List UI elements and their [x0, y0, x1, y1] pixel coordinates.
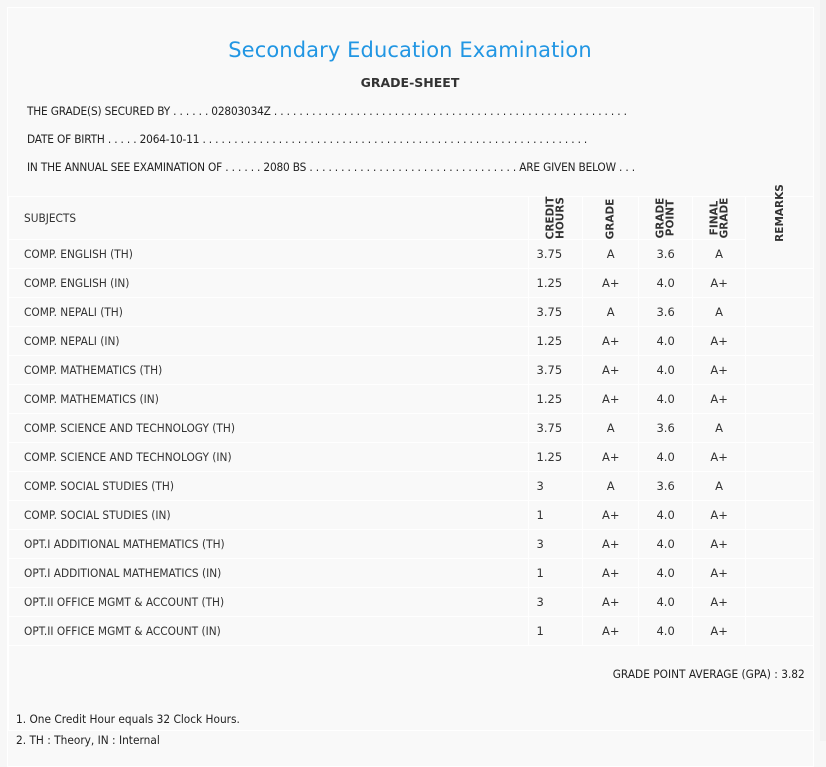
final-grade-cell: A+: [692, 530, 745, 559]
header-credit-hours: [528, 197, 583, 240]
subject-cell: OPT.II OFFICE MGMT & ACCOUNT (TH): [9, 588, 529, 617]
table-row: [9, 269, 814, 298]
table-row: [9, 443, 814, 472]
remarks-cell: [746, 269, 814, 298]
subject-cell: COMP. SOCIAL STUDIES (TH): [9, 472, 529, 501]
table-row: [9, 356, 814, 385]
remarks-cell: [746, 617, 814, 646]
final-grade-cell: A+: [692, 356, 745, 385]
grade-cell: A+: [583, 443, 639, 472]
remarks-cell: [746, 530, 814, 559]
grade-cell: A: [583, 240, 639, 269]
remarks-cell: [746, 356, 814, 385]
grade-point-cell: 4.0: [639, 501, 692, 530]
grade-point-cell: 3.6: [639, 298, 692, 327]
credit-hours-cell: 1: [528, 617, 583, 646]
header-grade-point-label: GRADE POINT: [654, 197, 677, 238]
subject-cell: COMP. NEPALI (TH): [9, 298, 529, 327]
credit-hours-cell: 1.25: [528, 269, 583, 298]
table-row: [9, 240, 814, 269]
credit-hours-cell: 3.75: [528, 414, 583, 443]
credit-hours-cell: 1.25: [528, 385, 583, 414]
final-grade-cell: A: [692, 298, 745, 327]
grade-cell: A+: [583, 530, 639, 559]
examination-line: IN THE ANNUAL SEE EXAMINATION OF . . . . . . 2080 BS . . . . . . . . . . . . . . . . . . . . . . . . . . . . . . . . . ARE GIVEN BELOW . . .: [27, 160, 635, 174]
table-row: [9, 298, 814, 327]
final-grade-cell: A+: [692, 269, 745, 298]
table-header-row: [9, 197, 814, 240]
grade-cell: A: [583, 298, 639, 327]
header-credit-hours-label: CREDIT HOURS: [544, 196, 567, 239]
grade-point-cell: 4.0: [639, 327, 692, 356]
final-grade-cell: A+: [692, 501, 745, 530]
remarks-cell: [746, 327, 814, 356]
grade-point-cell: 4.0: [639, 269, 692, 298]
scrollbar-track[interactable]: [820, 0, 826, 741]
note-credit-hour: 1. One Credit Hour equals 32 Clock Hours.: [16, 712, 240, 726]
remarks-cell: [746, 298, 814, 327]
remarks-cell: [746, 385, 814, 414]
grade-point-cell: 4.0: [639, 356, 692, 385]
final-grade-cell: A+: [692, 617, 745, 646]
grade-cell: A+: [583, 501, 639, 530]
subject-cell: COMP. MATHEMATICS (IN): [9, 385, 529, 414]
table-row: [9, 617, 814, 646]
final-grade-cell: A: [692, 472, 745, 501]
date-of-birth-line: DATE OF BIRTH . . . . . 2064-10-11 . . . . . . . . . . . . . . . . . . . . . . . . . . . . . . . . . . . . . . . . . . . . . . . . . . . . . . . . . . . . .: [27, 132, 588, 146]
header-final-grade: [692, 197, 745, 240]
final-grade-cell: A+: [692, 588, 745, 617]
grade-point-cell: 4.0: [639, 617, 692, 646]
grades-table: [8, 184, 814, 731]
table-row: [9, 327, 814, 356]
header-grade-point: [639, 197, 692, 240]
table-row: [9, 559, 814, 588]
remarks-cell: [746, 240, 814, 269]
subject-cell: COMP. ENGLISH (IN): [9, 269, 529, 298]
credit-hours-cell: 3.75: [528, 298, 583, 327]
subject-cell: OPT.I ADDITIONAL MATHEMATICS (IN): [9, 559, 529, 588]
subject-cell: COMP. MATHEMATICS (TH): [9, 356, 529, 385]
grade-point-cell: 4.0: [639, 559, 692, 588]
note-abbreviations: 2. TH : Theory, IN : Internal: [16, 733, 160, 747]
credit-hours-cell: 1: [528, 501, 583, 530]
header-grade: GRADE: [583, 197, 639, 240]
grade-cell: A+: [583, 327, 639, 356]
final-grade-cell: A+: [692, 327, 745, 356]
final-grade-cell: A+: [692, 559, 745, 588]
grade-cell: A: [583, 414, 639, 443]
credit-hours-cell: 3: [528, 588, 583, 617]
grade-sheet-heading: GRADE-SHEET: [360, 75, 460, 90]
header-remarks: REMARKS: [746, 197, 814, 240]
credit-hours-cell: 1.25: [528, 443, 583, 472]
subject-cell: COMP. SCIENCE AND TECHNOLOGY (TH): [9, 414, 529, 443]
remarks-cell: [746, 443, 814, 472]
grade-point-cell: 4.0: [639, 443, 692, 472]
remarks-cell: [746, 414, 814, 443]
credit-hours-cell: 1.25: [528, 327, 583, 356]
gpa-value: GRADE POINT AVERAGE (GPA) : 3.82: [612, 667, 805, 681]
secured-by-line: THE GRADE(S) SECURED BY . . . . . . 02803034Z . . . . . . . . . . . . . . . . . . . . . . . . . . . . . . . . . . . . . . . . . . . . . . . . . . . . . . . .: [27, 104, 627, 118]
grade-cell: A+: [583, 385, 639, 414]
table-row: [9, 530, 814, 559]
grade-point-cell: 3.6: [639, 414, 692, 443]
final-grade-cell: A+: [692, 443, 745, 472]
subject-cell: COMP. SOCIAL STUDIES (IN): [9, 501, 529, 530]
grade-cell: A+: [583, 559, 639, 588]
grade-cell: A+: [583, 588, 639, 617]
credit-hours-cell: 3: [528, 472, 583, 501]
grade-cell: A+: [583, 356, 639, 385]
final-grade-cell: A: [692, 414, 745, 443]
remarks-cell: [746, 472, 814, 501]
remarks-cell: [746, 501, 814, 530]
page-title: Secondary Education Examination: [228, 38, 592, 62]
credit-hours-cell: 3.75: [528, 356, 583, 385]
grade-point-cell: 4.0: [639, 530, 692, 559]
credit-hours-cell: 3.75: [528, 240, 583, 269]
subject-cell: COMP. NEPALI (IN): [9, 327, 529, 356]
header-final-grade-label: FINAL GRADE: [708, 197, 731, 238]
final-grade-cell: A: [692, 240, 745, 269]
final-grade-cell: A+: [692, 385, 745, 414]
subject-cell: OPT.I ADDITIONAL MATHEMATICS (TH): [9, 530, 529, 559]
table-row: [9, 501, 814, 530]
grade-cell: A+: [583, 617, 639, 646]
subject-cell: COMP. SCIENCE AND TECHNOLOGY (IN): [9, 443, 529, 472]
credit-hours-cell: 3: [528, 530, 583, 559]
header-subjects: SUBJECTS: [9, 197, 529, 240]
subject-cell: COMP. ENGLISH (TH): [9, 240, 529, 269]
remarks-cell: [746, 559, 814, 588]
grade-point-cell: 4.0: [639, 385, 692, 414]
grade-cell: A: [583, 472, 639, 501]
grade-point-cell: 3.6: [639, 240, 692, 269]
table-row: [9, 414, 814, 443]
table-row: [9, 472, 814, 501]
table-row: [9, 385, 814, 414]
subject-cell: OPT.II OFFICE MGMT & ACCOUNT (IN): [9, 617, 529, 646]
remarks-cell: [746, 588, 814, 617]
table-row: [9, 588, 814, 617]
grade-point-cell: 3.6: [639, 472, 692, 501]
grade-point-cell: 4.0: [639, 588, 692, 617]
grade-cell: A+: [583, 269, 639, 298]
credit-hours-cell: 1: [528, 559, 583, 588]
